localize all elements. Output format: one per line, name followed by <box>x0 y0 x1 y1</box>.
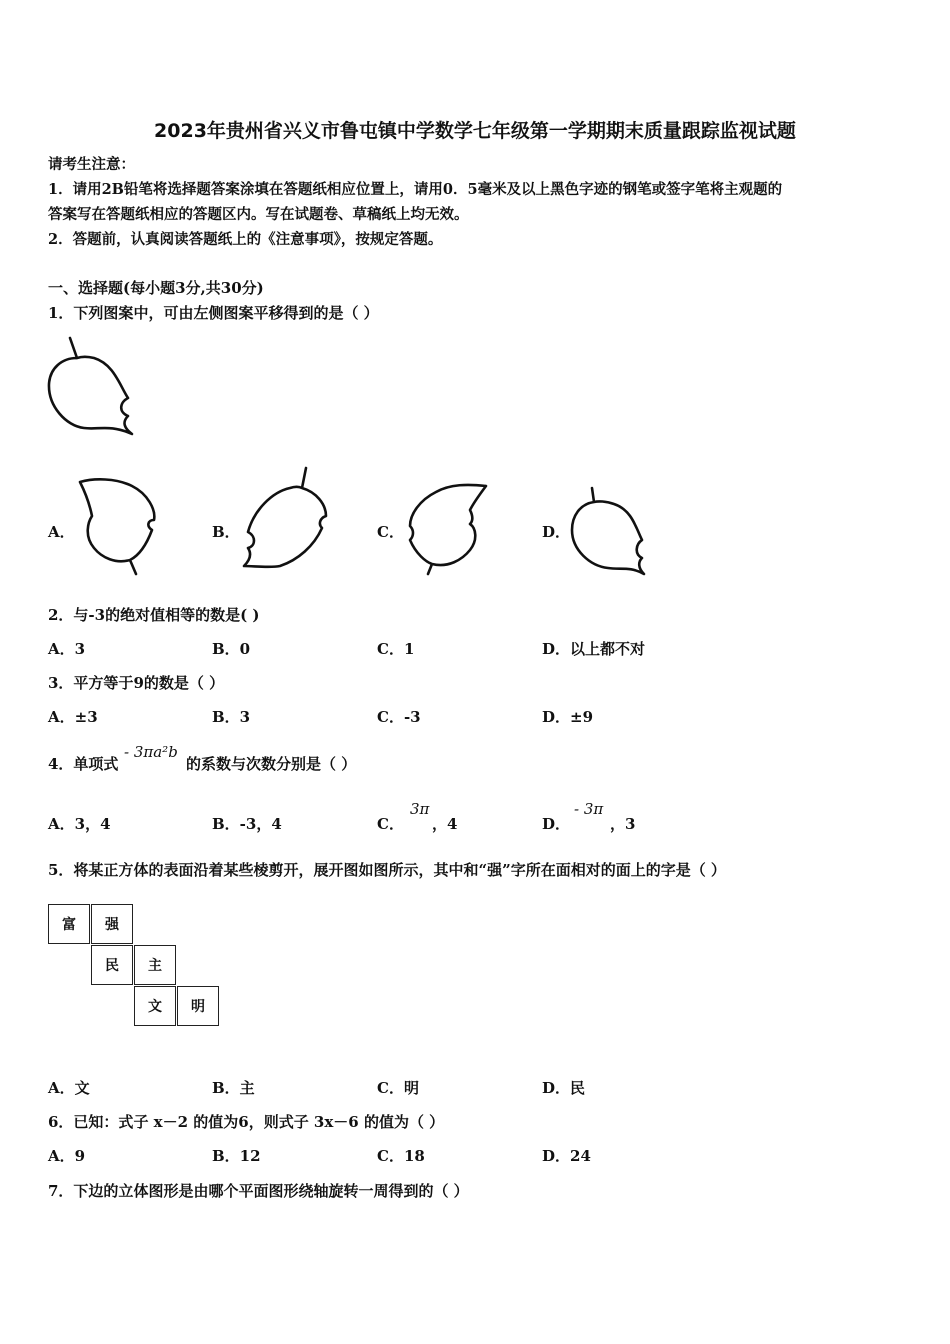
net-cell-qiang: 强 <box>91 904 133 944</box>
question-4-option-c[interactable]: C． <box>377 815 404 833</box>
question-1-stem: 1．下列图案中，可由左侧图案平移得到的是（ ） <box>48 304 379 322</box>
question-5-option-a[interactable]: A．文 <box>48 1079 90 1097</box>
notice-heading: 请考生注意： <box>48 156 135 173</box>
question-5-stem: 5．将某正方体的表面沿着某些棱剪开，展开图如图所示，其中和“强”字所在面相对的面上的字是（ ） <box>48 861 726 879</box>
question-4-option-c-coefficient: 3π <box>410 800 430 818</box>
reference-leaf-figure <box>44 336 144 440</box>
question-4-option-b[interactable]: B．-3，4 <box>212 815 282 833</box>
option-d-leaf-icon <box>568 486 648 578</box>
question-4-stem-prefix: 4．单项式 <box>48 755 119 773</box>
option-c-leaf-icon <box>404 480 488 576</box>
notice-line-1: 1．请用2B铅笔将选择题答案涂填在答题纸相应位置上，请用0．5毫米及以上黑色字迹的钢笔或签字笔将主观题的 <box>48 181 783 198</box>
net-cell-zhu: 主 <box>134 945 176 985</box>
question-5-option-c[interactable]: C．明 <box>377 1079 419 1097</box>
section-heading: 一、选择题(每小题3分,共30分) <box>48 279 264 297</box>
option-a-leaf-icon <box>76 476 162 576</box>
question-1-option-b[interactable]: B． <box>212 523 240 541</box>
question-4-option-d-coefficient: - 3π <box>574 800 604 818</box>
net-cell-fu: 富 <box>48 904 90 944</box>
question-1-option-a[interactable]: A． <box>48 523 75 541</box>
net-cell-wen: 文 <box>134 986 176 1026</box>
question-2-option-c[interactable]: C．1 <box>377 640 415 658</box>
question-5-option-b[interactable]: B．主 <box>212 1079 255 1097</box>
question-2-option-a[interactable]: A．3 <box>48 640 86 658</box>
question-6-option-a[interactable]: A．9 <box>48 1147 86 1165</box>
question-3-option-a[interactable]: A．±3 <box>48 708 98 726</box>
net-cell-ming: 明 <box>177 986 219 1026</box>
option-b-leaf-icon <box>240 466 332 570</box>
question-6-option-d[interactable]: D．24 <box>542 1147 591 1165</box>
question-2-option-b[interactable]: B．0 <box>212 640 251 658</box>
question-4-option-c-degree: ，4 <box>432 815 458 833</box>
question-1-option-c[interactable]: C． <box>377 523 404 541</box>
question-3-option-d[interactable]: D．±9 <box>542 708 594 726</box>
question-7-stem: 7．下边的立体图形是由哪个平面图形绕轴旋转一周得到的（ ） <box>48 1182 469 1200</box>
question-3-option-c[interactable]: C．-3 <box>377 708 421 726</box>
question-6-option-b[interactable]: B．12 <box>212 1147 261 1165</box>
question-1-option-d[interactable]: D． <box>542 523 571 541</box>
question-5-option-d[interactable]: D．民 <box>542 1079 586 1097</box>
question-4-option-a[interactable]: A．3，4 <box>48 815 111 833</box>
notice-line-3: 2．答题前，认真阅读答题纸上的《注意事项》，按规定答题。 <box>48 231 443 248</box>
net-cell-min: 民 <box>91 945 133 985</box>
question-3-stem: 3．平方等于9的数是（ ） <box>48 674 225 692</box>
notice-line-2: 答案写在答题纸相应的答题区内。写在试题卷、草稿纸上均无效。 <box>48 206 469 223</box>
question-3-option-b[interactable]: B．3 <box>212 708 251 726</box>
question-2-stem: 2．与-3的绝对值相等的数是( ) <box>48 606 260 624</box>
question-2-option-d[interactable]: D．以上都不对 <box>542 640 646 658</box>
question-4-option-d[interactable]: D． <box>542 815 571 833</box>
question-4-monomial: - 3πa²b <box>124 743 178 761</box>
page-title: 2023年贵州省兴义市鲁屯镇中学数学七年级第一学期期末质量跟踪监视试题 <box>154 120 796 142</box>
question-6-stem: 6．已知：式子 x－2 的值为6，则式子 3x－6 的值为（ ） <box>48 1113 445 1131</box>
question-4-option-d-degree: ，3 <box>610 815 636 833</box>
question-4-stem-suffix: 的系数与次数分别是（ ） <box>186 755 357 773</box>
cube-net-figure <box>48 904 220 1028</box>
question-6-option-c[interactable]: C．18 <box>377 1147 425 1165</box>
